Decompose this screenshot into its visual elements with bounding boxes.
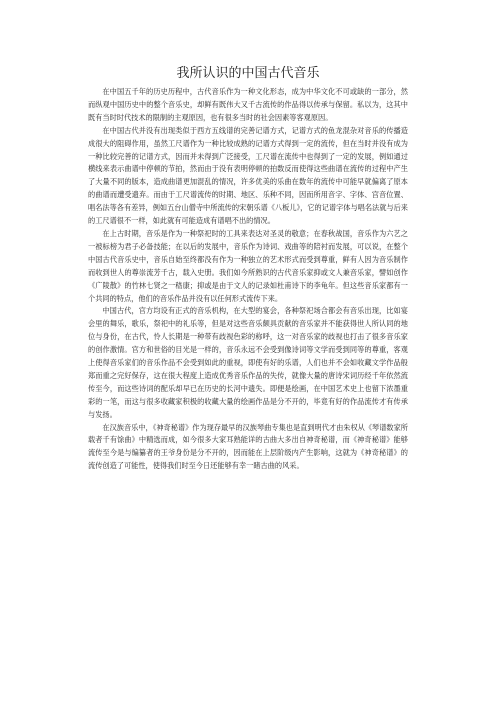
document-body: [88, 86, 408, 473]
document-title: 我所认识的中国古代音乐: [176, 66, 320, 81]
paragraph-2: 在中国古代并没有出现类似于西方五线谱的完善记谱方式，记谱方式的鱼龙混杂对音乐的传播造成很大的阻碍作用，虽然工尺谱作为一种比较成熟的记谱方式得到一定的流传，但在当时并没有成为一种比较完善的记谱方式，因而并未得到广泛接受，工尺谱在流传中也得到了一定的发展，例如通过横线来表示曲谱中停顿的节拍，然而由于没有表明停顿的拍数反而使得这些曲谱在流传的过程中产生了大量不同的版本，造成曲谱更加混乱的情况，许多优美的乐曲在数年的流传中可能早就偏离了原本的曲谱而遭受遗弃。而由于工尺谱流传的时期、地区、乐种不同，因而所用音字、字体、宫音位置、唱名法等各有差异，例如五台山僧寺中所流传的宋朝乐谱《八板儿》，它的记谱字体与唱名法就与后来的工尺谱很不一样，如此就有可能造成有谱唱不出的情况。: [88, 125, 408, 226]
paragraph-3: 在上古时期，音乐是作为一种祭祀时的工具来表达对圣灵的敬意；在春秋战国，音乐作为六艺之一被标榜为君子必备技能；在以后的发展中，音乐作为诗词、戏曲等的陪衬而发展，可以说，在整个中国古代音乐史中，音乐自始至终都没有作为一种独立的艺术形式而受到尊重，鲜有人因为音乐制作而收到世人的尊崇流芳千古，载入史册。我们如今所熟识的古代音乐家抑或文人兼音乐家，譬如创作《广陵散》的竹林七贤之一嵇康；抑或是由于文人的记录如杜甫诗下的李龟年。但这些音乐家都有一个共同的特点，他们的音乐作品并没有以任何形式流传下来。: [88, 228, 408, 303]
paragraph-1: 在中国五千年的历史历程中，古代音乐作为一种文化形态，成为中华文化不可或缺的一部分，然而纵观中国历史中的整个音乐史，却鲜有既伟大又千古流传的作品得以传承与保留。私以为，这其中既有当时时代技术的限制的主观原因，也有很多当时的社会因素等客观原因。: [88, 87, 408, 122]
paragraph-5: 在汉族音乐中，《神奇秘谱》作为现存最早的汉族琴曲专集也是直到明代才由朱权从《琴谱数家所载者千有馀曲》中精选而成，如今很多大家耳熟能详的古曲大多出自神奇秘谱，而《神奇秘谱》能够流传至今是与编纂者的王爷身份是分不开的，因而能在上层阶级内产生影响，这就为《神奇秘谱》的流传创造了可能性，使得我们时至今日还能够有幸一睹古曲的风采。: [88, 422, 408, 471]
paragraph-4: 中国古代，官方均设有正式的音乐机构，在大型的宴会，各种祭祀场合都会有音乐出现，比如宴会里的舞乐，歌乐，祭祀中的礼乐等，但是对这些音乐颇具贡献的音乐家并不能获得世人所认同的地位与身份，在古代，怜人长期是一种带有歧视色彩的称呼，这一对音乐家的歧视也打击了很多音乐家的创作激情。官方和世俗的目光是一样的，音乐永远不会受到像诗词等文学而受到同等的尊重，客观上使得音乐家们的音乐作品不会受到如此的重视，即使有好的乐谱，人们也并不会如收藏文学作品般郑而重之完好保存，这在很大程度上造成优秀音乐作品的失传，就像大量的唐诗宋词历经千年依然流传至今，而这些诗词的配乐却早已在历史的长河中遗失。即便是绘画，在中国艺术史上也留下浓墨重彩的一笔，而这与很多收藏家积极的收藏大量的绘画作品是分不开的，毕竟有好的作品流传才有传承与发扬。: [88, 306, 408, 419]
